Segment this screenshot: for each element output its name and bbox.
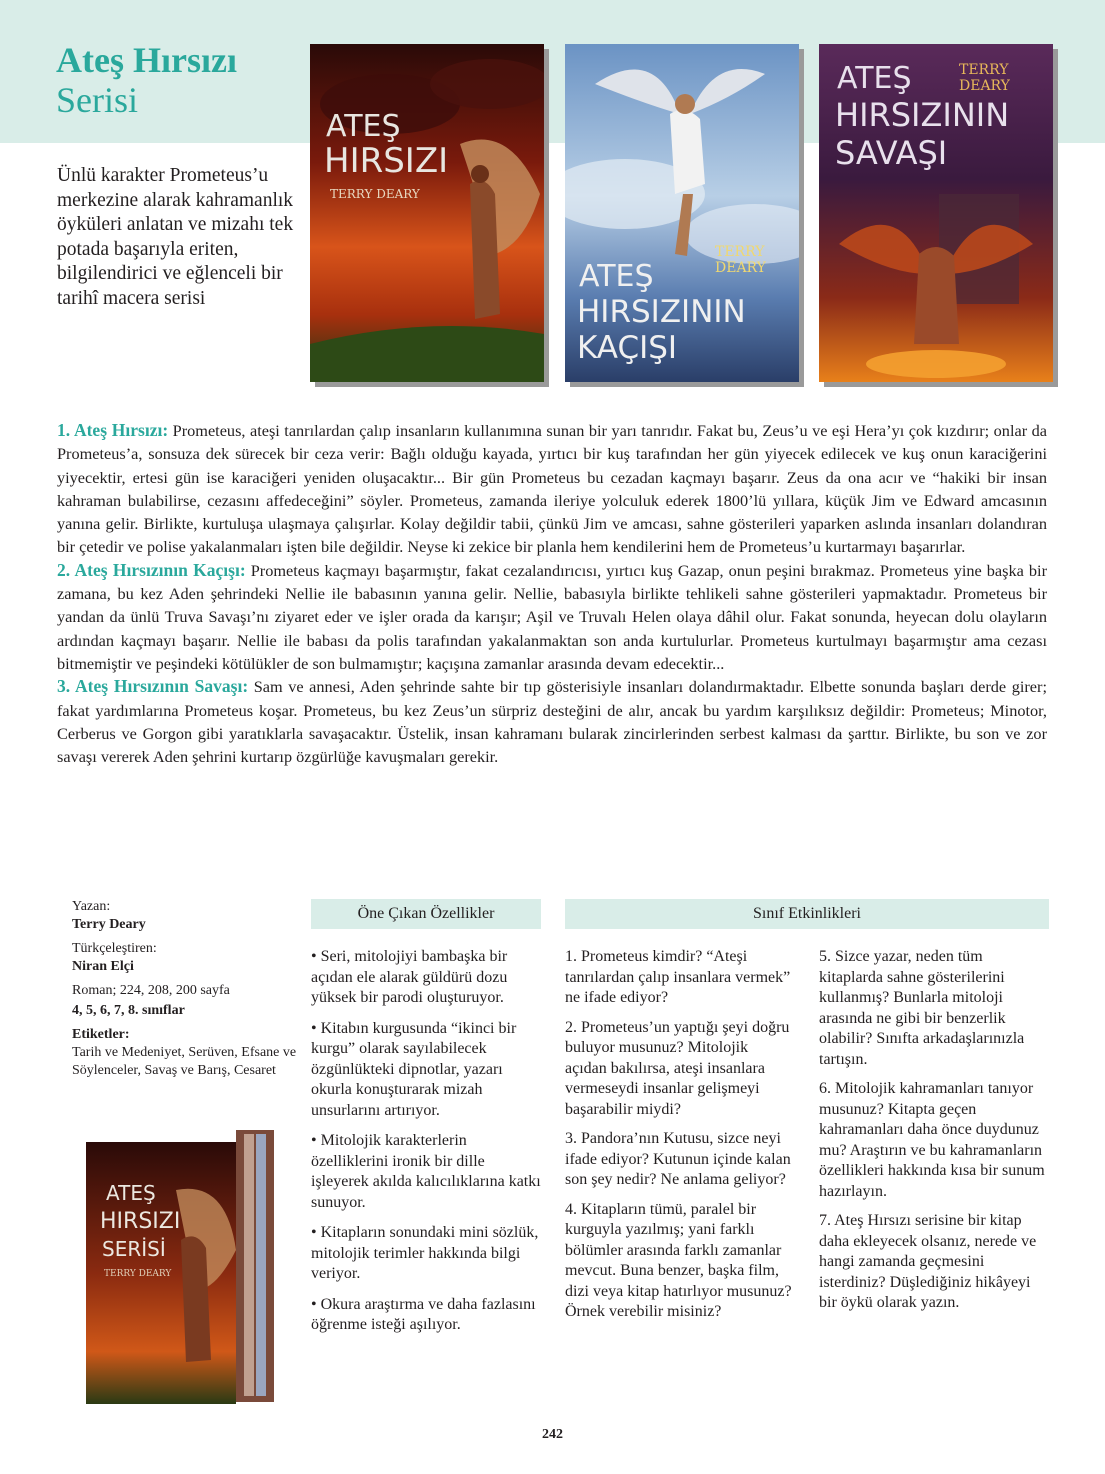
cover3-title-line1: ATEŞ: [837, 61, 912, 96]
book-cover-1: [310, 44, 544, 382]
activity-item: 3. Pandora’nın Kutusu, sizce neyi ifade ediyor? Kutunun içinde kalan son şey nedir? Ne anlama geliyor?: [565, 1130, 791, 1188]
feature-item: • Mitolojik karakterlerin özelliklerini ironik bir dille işleyerek akılda kalıcılıklarına katkı sunuyor.: [311, 1132, 541, 1211]
activity-item: 6. Mitolojik kahramanları tanıyor musunuz? Kitapta geçen kahramanları daha önce duydunuz mu? Araştırın ve bu kahramanların özellikleri hakkında kısa bir sunum hazırlayın.: [819, 1080, 1045, 1200]
translator-label: Türkçeleştiren:: [72, 941, 157, 956]
cover3-author-line2: DEARY: [959, 78, 1010, 94]
features-list: [311, 947, 541, 1346]
boxset-title-line2: HIRSIZI: [100, 1209, 181, 1234]
activities-column-1: [565, 947, 793, 1332]
activity-item: 5. Sizce yazar, neden tüm kitaplarda sahne gösterilerini kullanmış? Bunlarla mitoloji arasında ne gibi bir benzerlik olabilir? Sınıfta arkadaşlarınızla tartışın.: [819, 948, 1025, 1068]
boxset-author: TERRY DEARY: [104, 1269, 172, 1279]
cover2-title-line1: ATEŞ: [579, 259, 654, 294]
cover1-title-line2: HIRSIZI: [324, 141, 449, 181]
activity-item: 7. Ateş Hırsızı serisine bir kitap daha ekleyecek olsanız, nerede ve hangi zamanda geçmesini isterdiniz? Düşlediğiniz hikâyeyi bir öykü olarak yazın.: [819, 1212, 1037, 1311]
cover1-title-line1: ATEŞ: [326, 109, 401, 144]
book-format: Roman; 224, 208, 200 sayfa: [72, 983, 230, 998]
feature-item: • Kitapların sonundaki mini sözlük, mitolojik terimler hakkında bilgi veriyor.: [311, 1224, 539, 1282]
grade-levels: 4, 5, 6, 7, 8. sınıflar: [72, 1003, 185, 1018]
box-set-image: [86, 1130, 276, 1405]
summary-3: [57, 675, 1047, 768]
series-title: [56, 40, 306, 120]
summary-1-heading: 1. Ateş Hırsızı:: [57, 420, 169, 440]
cover1-author: TERRY DEARY: [330, 187, 420, 201]
summary-1-text: Prometeus, ateşi tanrılardan çalıp insanların kullanımına sunan bir yarı tanrıdır. Fakat bu, Zeus’u ve eşi Hera’yı çok kızdırır; onlar da Prometeus’a, sonsuza dek sürecek bir ceza verir: Bağlı olduğu kayada, yırtıcı bir kuş tarafından her gün yiyecek edilecek ve kuş onun karaciğerini yiyecektir, ertesi gün ise karaciğeri yeniden oluşacaktır... Bir gün Prometeus bu cezadan kaçmayı başarır. Zeus da ona acır ve “hakiki bir insan kahraman bulabilirse, cezasını affedeceğini” söyler. Prometeus, zamanda ileriye yolculuk ederek 1800’lü yıllara, küçük Jim ve Edward amcasının yanına gelir. Birlikte, kurtuluşa ulaşmaya çalışırlar. Kolay değildir tabii, çünkü Jim ve amcası, sahne gösterileri yaparken aslında insanları dolandıran bir çetedir ve polise yakalanmaları işten bile değildir. Neyse ki zekice bir planla hem kendilerini hem de Prometeus’u kurtarmayı başarırlar.: [57, 421, 1047, 557]
series-title-line2: Serisi: [56, 80, 139, 120]
boxset-title-line3: SERİSİ: [102, 1237, 166, 1261]
cover2-title-line3: KAÇIŞI: [577, 330, 678, 366]
feature-item: • Okura araştırma ve daha fazlasını öğrenme isteği aşılıyor.: [311, 1295, 536, 1333]
book-cover-3: [819, 44, 1053, 382]
activity-item: 4. Kitapların tümü, paralel bir kurguyla yazılmış; yani farklı bölümler arasında farklı zamanlar mevcut. Buna benzer, başka film, dizi veya kitap hatırlıyor musunuz? Örnek verebilir misiniz?: [565, 1200, 792, 1320]
cover2-author-line1: TERRY: [715, 244, 765, 260]
cover3-title-line2: HIRSIZININ: [835, 96, 1010, 134]
summary-2-text: Prometeus kaçmayı başarmıştır, fakat cezalandırıcısı, yırtıcı kuş Gazap, onun peşini bırakmaz. Prometeus yine başka bir zamana, bu kez Aden şehrindeki Nellie ile babasının yanına gelir. Nellie, babasıyla birlikte tehlikeli sahne gösterileri yapmaktadır. Prometeus bir yandan da ünlü Truva Savaşı’nı ziyaret eder ve işler orada da karışır; Aşil ve Truvalı Helen olaya dâhil olur. Fakat sonunda, heyecan dolu olayların ardından kaçmayı başarır. Nellie ile babası da polis tarafından yakalanmaktan son anda kurtulurlar. Prometeus kurtulmayı başarmıştır ama cezası bitmemiştir ve peşindeki kötülükler de son bulmamıştır; kaçışına zamanlar arasında devam edecektir...: [57, 560, 1047, 673]
book-meta: [72, 898, 297, 1080]
features-heading: Öne Çıkan Özellikler: [311, 899, 541, 929]
summary-3-text: Sam ve annesi, Aden şehrinde sahte bir tıp gösterisiyle insanları dolandırmaktadır. Elbette sonunda başları derde girer; fakat yardımlarına Prometeus koşar. Prometeus, bu kez Zeus’un sürpriz desteğini de alır, ancak bu yardım karşılıksız değildir: Prometeus; Minotor, Cerberus ve Gorgon gibi yaratıklarla savaşacaktır. Üstelik, insan kahramanı bularak zincirlerinden serbest kalması da şarttır. Birlikte, bu son ve zor savaşı vererek Aden şehrini kurtarıp özgürlüğe kavuşmaları gerekir.: [57, 677, 1047, 767]
page-number: 242: [542, 1427, 563, 1442]
feature-item: • Seri, mitolojiyi bambaşka bir açıdan ele alarak güldürü dozu yüksek bir parodi oluşturuyor.: [311, 948, 508, 1006]
summary-1: [57, 419, 1047, 559]
activities-heading: Sınıf Etkinlikleri: [565, 899, 1049, 929]
translator-name: Niran Elçi: [72, 959, 134, 974]
feature-item: • Kitabın kurgusunda “ikinci bir kurgu” olarak sayılabilecek özgünlükteki dipnotlar, yazarı okurla konuşturarak mizah unsurlarını artırıyor.: [311, 1019, 517, 1119]
activities-column-2: [819, 947, 1047, 1323]
series-intro: Ünlü karakter Prometeus’u merkezine alarak kahramanlık öyküleri anlatan ve mizahı tek potada başarıyla eriten, bilgilendirici ve eğlenceli bir tarihî macera serisi: [57, 165, 294, 309]
author-label: Yazan:: [72, 899, 111, 914]
summary-3-heading: 3. Ateş Hırsızının Savaşı:: [57, 676, 249, 697]
book-summaries: [57, 419, 1047, 768]
boxset-title-line1: ATEŞ: [106, 1181, 156, 1205]
cover3-author-line1: TERRY: [959, 62, 1009, 78]
cover2-title-line2: HIRSIZININ: [577, 294, 746, 330]
cover3-title-line3: SAVAŞI: [835, 134, 948, 172]
tags-label: Etiketler:: [72, 1027, 130, 1042]
series-title-line1: Ateş Hırsızı: [56, 40, 237, 80]
book-cover-2: [565, 44, 799, 382]
activity-item: 2. Prometeus’un yaptığı şeyi doğru buluyor musunuz? Mitolojik açıdan bakılırsa, ateşi insanlara vermeseydi insanlar gelişmeyi başarabilir miydi?: [565, 1018, 790, 1118]
summary-2-heading: 2. Ateş Hırsızının Kaçışı:: [57, 559, 246, 580]
summary-2: [57, 559, 1047, 675]
cover2-author-line2: DEARY: [715, 260, 766, 276]
author-name: Terry Deary: [72, 917, 146, 932]
activity-item: 1. Prometeus kimdir? “Ateşi tanrılardan çalıp insanlara vermek” ne ifade ediyor?: [565, 948, 791, 1006]
tags-list: Tarih ve Medeniyet, Serüven, Efsane ve Söylenceler, Savaş ve Barış, Cesaret: [72, 1045, 297, 1078]
